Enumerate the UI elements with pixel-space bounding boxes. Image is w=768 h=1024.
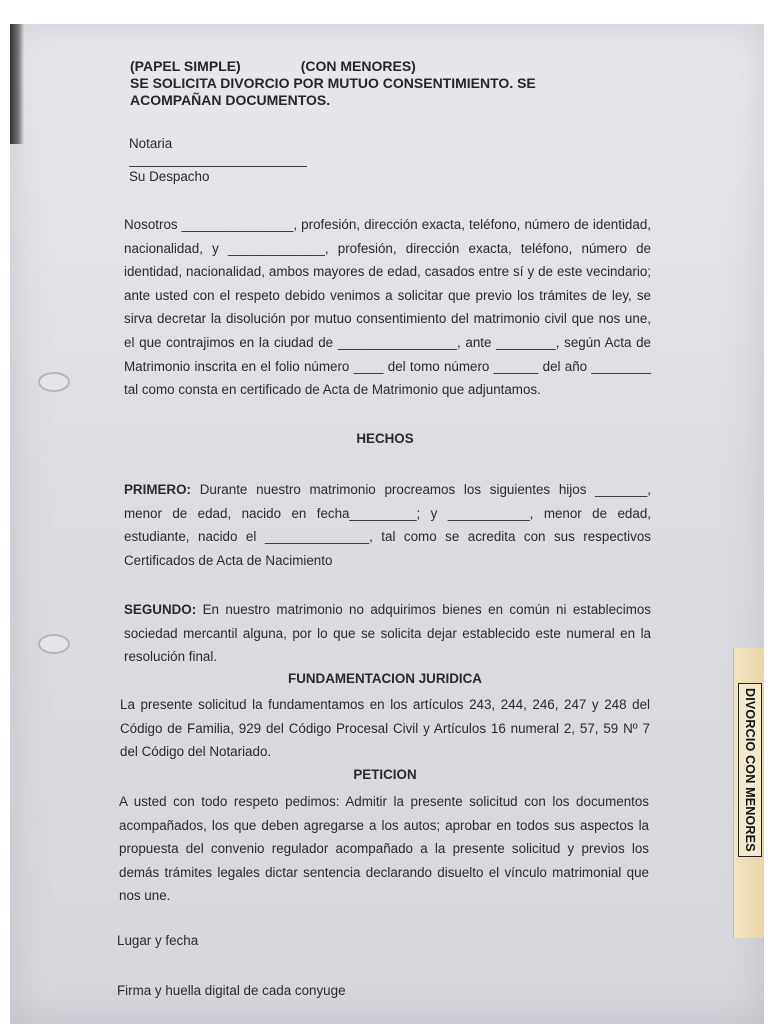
primero-label: PRIMERO: xyxy=(124,482,191,497)
primero-paragraph xyxy=(124,478,651,572)
segundo-text: En nuestro matrimonio no adquirimos bienes en común ni establecimos sociedad mercantil alguna, por lo que se solicita dejar establecido este numeral en la resolución final. xyxy=(124,602,651,665)
heading-subject: SE SOLICITA DIVORCIO POR MUTUO CONSENTIMIENTO. SE ACOMPAÑAN DOCUMENTOS. xyxy=(130,75,536,108)
addressee-despacho: Su Despacho xyxy=(129,169,210,184)
heading-papel-simple: (PAPEL SIMPLE) xyxy=(130,58,241,74)
segundo-paragraph xyxy=(124,598,651,669)
fundamentacion-paragraph: La presente solicitud la fundamentamos en los artículos 243, 244, 246, 247 y 248 del Código de Familia, 929 del Código Procesal Civil y Artículos 16 numeral 2, 57, 59 Nº 7 del Código del Notariado. xyxy=(120,697,650,760)
segundo-label: SEGUNDO: xyxy=(124,602,197,617)
punch-hole-top xyxy=(38,372,70,392)
lugar-fecha: Lugar y fecha xyxy=(117,933,199,948)
heading-con-menores: (CON MENORES) xyxy=(300,58,416,74)
folder-tab-label xyxy=(738,683,762,857)
punch-hole-bottom xyxy=(38,634,70,654)
notary-name-line xyxy=(129,166,307,167)
peticion-paragraph: A usted con todo respeto pedimos: Admitir la presente solicitud con los documentos acompañados, los que deben agregarse a los autos; aprobar en todos sus aspectos la propuesta del convenio regulador acompañado a la presente solicitud y previos los demás trámites legales dictar sentencia declarando disuelto el vínculo matrimonial que nos une. xyxy=(119,794,649,904)
primero-text: Durante nuestro matrimonio procreamos los siguientes hijos _______, menor de edad, nacido en fecha_________; y ___________, menor de edad, estudiante, nacido el ______________, tal como se acredita con sus respectivos Certificados de Acta de Nacimiento xyxy=(124,482,651,568)
fundamentacion-heading: FUNDAMENTACION JURIDICA xyxy=(288,671,482,686)
peticion-heading: PETICION xyxy=(353,767,417,782)
scan-edge-shadow xyxy=(10,24,24,144)
addressee-notaria: Notaria xyxy=(129,136,173,151)
document-heading xyxy=(130,58,610,109)
hechos-heading: HECHOS xyxy=(356,431,414,446)
folder-tab-text: DIVORCIO CON MENORES xyxy=(743,688,757,852)
intro-paragraph: Nosotros _______________, profesión, dirección exacta, teléfono, número de identidad, nacionalidad, y _____________, profesión, dirección exacta, teléfono, número de identidad, nacionalidad, ambos mayores de edad, casados entre sí y de este vecindario; ante usted con el respeto debido venimos a solicitar que previo los trámites de ley, se sirva decretar la disolución por mutuo consentimiento del matrimonio civil que nos une, el que contrajimos en la ciudad de ________________, ante ________, según Acta de Matrimonio inscrita en el folio número ____ del tomo número ______ del año ________ tal como consta en certificado de Acta de Matrimonio que adjuntamos. xyxy=(124,217,651,398)
firma-huella: Firma y huella digital de cada conyuge xyxy=(117,983,346,998)
